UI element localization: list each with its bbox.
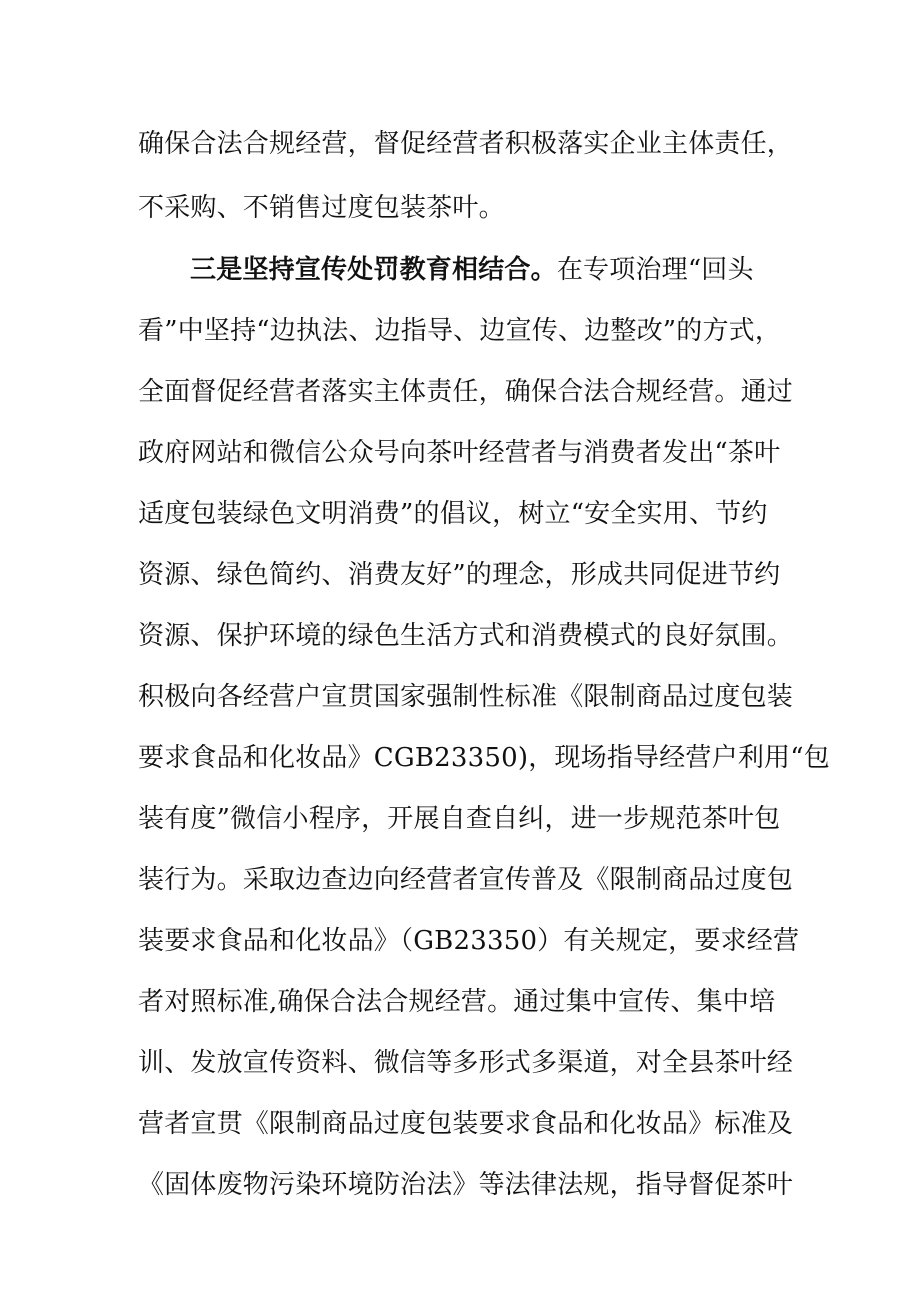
paragraph-2-line-6: 资源、绿色简约、消费友好”的理念，形成共同促进节约 <box>138 560 781 590</box>
paragraph-2-line-1 <box>190 242 788 298</box>
paragraph-2-line-10: 装有度”微信小程序，开展自查自纠，进一步规范茶叶包 <box>138 804 781 834</box>
paragraph-2-line-5: 适度包装绿色文明消费”的倡议，树立“安全实用、节约 <box>138 499 768 529</box>
paragraph-2-first-line-rest: 在专项治理“回头 <box>556 255 754 285</box>
paragraph-1-line-2: 不采购、不销售过度包装茶叶。 <box>138 193 505 223</box>
paragraph-2-line-7: 资源、保护环境的绿色生活方式和消费模式的良好氛围。 <box>138 621 794 651</box>
paragraph-2-line-3: 全面督促经营者落实主体责任，确保合法合规经营。通过 <box>138 377 794 407</box>
paragraph-2-line-16: 《固体废物污染环境防治法》等法律法规，指导督促茶叶 <box>138 1170 794 1200</box>
paragraph-2-line-9: 要求食品和化妆品》CGB23350)，现场指导经营户利用“包 <box>138 743 830 773</box>
paragraph-2-line-11: 装行为。采取边查边向经营者宣传普及《限制商品过度包 <box>138 865 794 895</box>
paragraph-2-line-8: 积极向各经营户宣贯国家强制性标准《限制商品过度包装 <box>138 682 794 712</box>
paragraph-2-line-12: 装要求食品和化妆品》（GB23350）有关规定，要求经营 <box>138 926 800 956</box>
paragraph-1-line-1: 确保合法合规经营，督促经营者积极落实企业主体责任， <box>138 129 794 159</box>
paragraph-2-line-14: 训、发放宣传资料、微信等多形式多渠道，对全县茶叶经 <box>138 1048 794 1078</box>
paragraph-2-line-15: 营者宣贯《限制商品过度包装要求食品和化妆品》标准及 <box>138 1109 794 1139</box>
paragraph-2-line-13: 者对照标准,确保合法合规经营。通过集中宣传、集中培 <box>138 987 776 1017</box>
paragraph-2-line-2: 看”中坚持“边执法、边指导、边宣传、边整改”的方式， <box>138 316 782 346</box>
paragraph-2-heading: 三是坚持宣传处罚教育相结合。 <box>190 255 557 285</box>
paragraph-2-line-4: 政府网站和微信公众号向茶叶经营者与消费者发出“茶叶 <box>138 438 781 468</box>
